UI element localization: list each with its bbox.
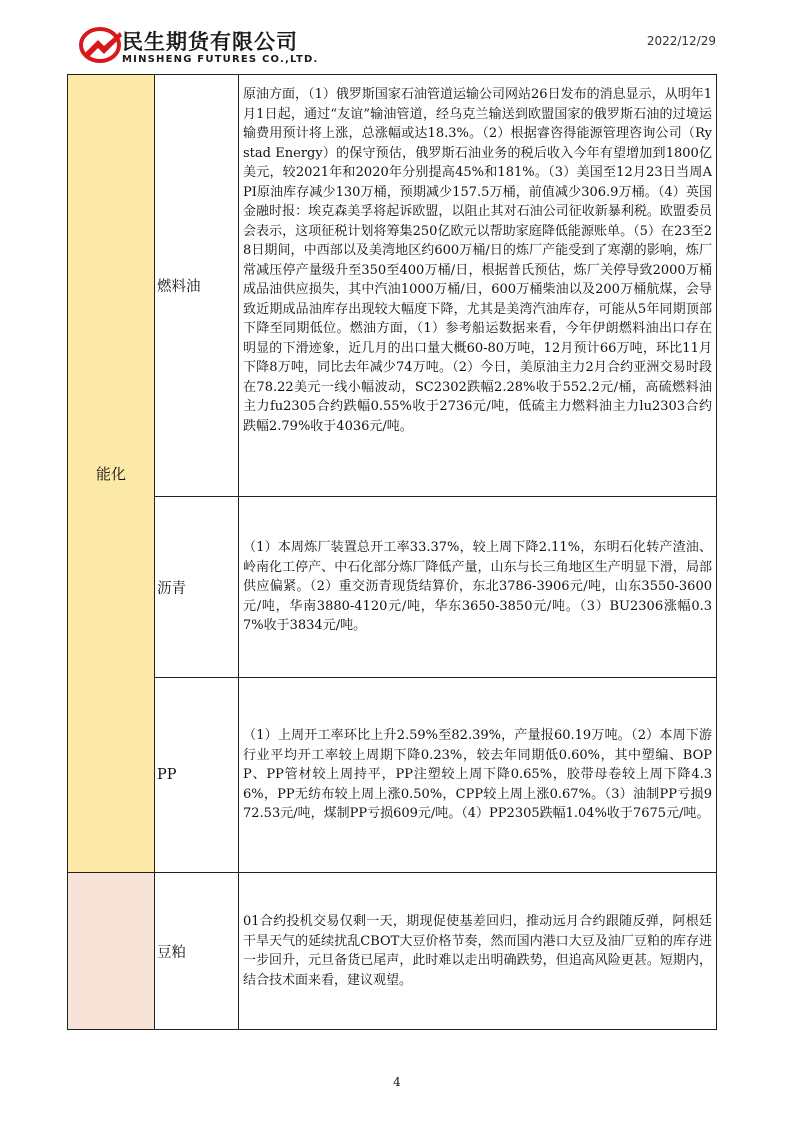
product-analysis (239, 75, 717, 497)
table-row (68, 678, 717, 873)
product-analysis (239, 873, 717, 1030)
page-header (0, 0, 794, 70)
product-fuel-oil: 燃料油 (155, 75, 239, 497)
table-row (68, 75, 717, 497)
product-analysis (239, 678, 717, 873)
table-row (68, 873, 717, 1030)
analysis-text-fuel-oil: 原油方面，（1）俄罗斯国家石油管道运输公司网站26日发布的消息显示，从明年1月1日起，通过“友谊”输油管道，经乌克兰输送到欧盟国家的俄罗斯石油的过境运输费用预计将上涨，总涨幅或达18.3%。（2）根据睿咨得能源管理咨询公司（Rystad Energy）的保守预估，俄罗斯石油业务的税后收入今年有望增加到1800亿美元，较2021年和2020年分别提高45%和181%。（3）美国至12月23日当周API原油库存减少130万桶，预期减少157.5万桶，前值减少306.9万桶。（4）英国金融时报：埃克森美孚将起诉欧盟，以阻止其对石油公司征收新暴利税。欧盟委员会表示，这项征税计划将筹集250亿欧元以帮助家庭降低能源账单。（5）在23至28日期间，中西部以及美湾地区约600万桶/日的炼厂产能受到了寒潮的影响，炼厂常减压停产量级升至350至400万桶/日，根据普氏预估，炼厂关停导致2000万桶成品油供应损失，其中汽油1000万桶/日，600万桶柴油以及200万桶航煤，会导致近期成品油库存出现较大幅度下降，尤其是美湾汽油库存，可能从5年同期顶部下降至同期低位。燃油方面，（1）参考船运数据来看，今年伊朗燃料油出口存在明显的下滑迹象，近几月的出口量大概60-80万吨，12月预计66万吨，环比11月下降8万吨，同比去年减少74万吨。（2）今日，美原油主力2月合约亚洲交易时段在78.22美元一线小幅波动，SC2302跌幅2.28%收于552.2元/桶，高硫燃料油主力fu2305合约跌幅0.55%收于2736元/吨，低硫主力燃料油主力lu2303合约跌幅2.79%收于4036元/吨。 (243, 87, 712, 434)
analysis-text-soybean-meal: 01合约投机交易仅剩一天，期现促使基差回归，推动远月合约跟随反弹，阿根廷干旱天气的延续扰乱CBOT大豆价格节奏，然而国内港口大豆及油厂豆粕的库存进一步回升，元旦备货已尾声，此时难以走出明确跌势，但追高风险更甚。短期内，结合技术面来看，建议观望。 (243, 914, 712, 988)
company-logo-icon (78, 24, 126, 64)
product-pp: PP (155, 678, 239, 873)
report-date: 2022/12/29 (646, 34, 716, 48)
product-asphalt: 沥青 (155, 497, 239, 678)
page-number: 4 (393, 1075, 401, 1089)
table-row (68, 497, 717, 678)
product-analysis (239, 497, 717, 678)
sector-energy-chemical: 能化 (68, 75, 155, 873)
product-soybean-meal: 豆粕 (155, 873, 239, 1030)
company-name-en: MINSHENG FUTURES CO.,LTD. (122, 54, 319, 65)
analysis-text-pp: （1）上周开工率环比上升2.59%至82.39%，产量报60.19万吨。（2）本周下游行业平均开工率较上周期下降0.23%，较去年同期低0.60%，其中塑编、BOPP、PP管材较上周持平，PP注塑较上周下降0.65%，胶带母卷较上周下降4.36%，PP无纺布较上周上涨0.50%，CPP较上周上涨0.67%。（3）油制PP亏损972.53元/吨，煤制PP亏损609元/吨。（4）PP2305跌幅1.04%收于7675元/吨。 (243, 728, 712, 822)
analysis-text-asphalt: （1）本周炼厂装置总开工率33.37%，较上周下降2.11%，东明石化转产渣油、岭南化工停产、中石化部分炼厂降低产量，山东与长三角地区生产明显下滑，局部供应偏紧。（2）重交沥青现货结算价，东北3786-3906元/吨，山东3550-3600元/吨，华南3880-4120元/吨，华东3650-3850元/吨。（3）BU2306涨幅0.37%收于3834元/吨。 (243, 540, 712, 634)
company-name-cn: 民生期货有限公司 (122, 30, 298, 54)
commodity-report-table (67, 74, 717, 1030)
sector-agriculture (68, 873, 155, 1030)
